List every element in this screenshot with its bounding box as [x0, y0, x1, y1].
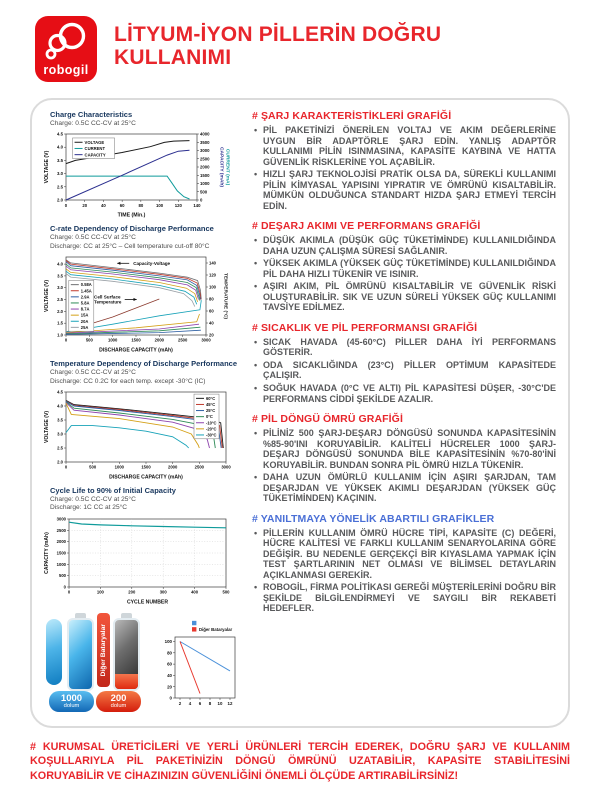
svg-text:3.5: 3.5: [57, 417, 63, 423]
svg-text:200: 200: [128, 589, 136, 595]
svg-text:VOLTAGE (V): VOLTAGE (V): [44, 280, 50, 313]
svg-text:20: 20: [209, 332, 214, 338]
svg-text:CURRENT (mA): CURRENT (mA): [224, 149, 230, 186]
svg-text:500: 500: [59, 573, 66, 579]
chart-title: Charge Characteristics: [50, 110, 133, 119]
other-batteries-label-bar: [97, 613, 110, 687]
info-section: [252, 110, 556, 211]
svg-text:2.0: 2.0: [57, 309, 63, 315]
svg-text:3.5: 3.5: [57, 158, 63, 164]
svg-text:25°C: 25°C: [206, 408, 216, 414]
svg-text:2.0: 2.0: [57, 459, 63, 465]
section-heading: # YANILTMAYA YÖNELİK ABARTILI GRAFİKLER: [252, 512, 495, 525]
chart-subtitle-2: Discharge: CC 0.2C for each temp. except -30°C (IC): [50, 377, 206, 385]
svg-text:TEMPERATURE (°C): TEMPERATURE (°C): [222, 273, 228, 320]
svg-text:2.5: 2.5: [57, 445, 63, 451]
svg-text:40: 40: [101, 203, 106, 209]
chart-title: Cycle Life to 90% of Initial Capacity: [50, 486, 176, 496]
chart-subtitle-2: Discharge: 1C CC at 25°C: [50, 504, 128, 512]
chart-block-crate-discharge: [42, 224, 242, 353]
svg-text:CYCLE NUMBER: CYCLE NUMBER: [126, 599, 169, 605]
svg-text:100: 100: [164, 639, 172, 645]
svg-text:100: 100: [209, 284, 216, 290]
svg-text:40: 40: [209, 320, 214, 326]
svg-text:2500: 2500: [56, 527, 66, 533]
svg-text:2.5: 2.5: [57, 184, 63, 190]
charge-characteristics-chart: [42, 130, 230, 218]
section-bullets: [252, 528, 556, 614]
section-bullets: [252, 235, 556, 313]
svg-text:45°C: 45°C: [206, 402, 216, 408]
svg-text:-30°C: -30°C: [206, 432, 217, 438]
bullet-item: • SOĞUK HAVADA (0°C VE ALTI) PİL KAPASİTESİ DÜŞER, -30°C'DE PERFORMANS CİDDİ ŞEKİLDE AZALIR.: [252, 383, 556, 404]
info-section: [252, 413, 556, 504]
svg-text:0: 0: [64, 337, 68, 343]
svg-text:CAPACITY (mAh): CAPACITY (mAh): [218, 147, 224, 188]
svg-text:4.5: 4.5: [57, 131, 63, 137]
svg-text:80: 80: [167, 650, 172, 656]
section-heading: # ŞARJ KARAKTERİSTİKLERİ GRAFİĞİ: [252, 110, 452, 122]
other-batteries-label: Diğer Bataryalar: [100, 623, 107, 677]
svg-text:1.45A: 1.45A: [80, 288, 92, 294]
battery-life-comparison-chart: [162, 613, 240, 709]
svg-text:12: 12: [227, 700, 233, 706]
svg-text:Capacity-Voltage: Capacity-Voltage: [133, 260, 171, 266]
svg-text:5.8A: 5.8A: [80, 300, 90, 306]
bad-cycles-unit: dolum: [110, 703, 127, 710]
cycle-life-chart: [42, 515, 234, 605]
logo-wordmark: robogil: [43, 63, 89, 78]
svg-text:60°C: 60°C: [206, 396, 216, 402]
svg-text:1000: 1000: [114, 464, 124, 470]
svg-text:6: 6: [198, 700, 202, 706]
bullet-item: • PİLLERİN KULLANIM ÖMRÜ HÜCRE TİPİ, KAPASİTE (C) DEĞERİ, HÜCRE KALİTESİ VE FARKLI KULLANIM SENARYOLARINA GÖRE DEĞİŞİR. BU NEDENLE GERÇEKÇİ BİR KIYASLAMA YAPMAK İÇİN TEST ŞARTLARININ NET OLMASI VE BİLİMSEL DETAYLARIN AÇIKLANMASI GEREKİR.: [252, 528, 556, 581]
svg-text:1000: 1000: [200, 181, 210, 187]
section-heading: # DEŞARJ AKIMI VE PERFORMANS GRAFİĞİ: [252, 220, 481, 233]
content-card: [30, 98, 570, 728]
svg-text:3.0: 3.0: [57, 171, 63, 177]
svg-text:0: 0: [64, 464, 68, 470]
chart-subtitle: Charge: 0.5C CC-CV at 25°C: [50, 495, 136, 503]
footer-note: [30, 740, 570, 783]
chart-block-charge-characteristics: [42, 110, 242, 218]
page-title: [114, 23, 441, 69]
robogil-logo-icon: [43, 21, 89, 63]
battery-body: [113, 618, 140, 691]
svg-text:500: 500: [222, 589, 230, 595]
bullet-item: • ROBOGİL, FİRMA POLİTİKASI GEREĞİ MÜŞTERİLERİNİ DOĞRU BİR ŞEKİLDE BİLGİLENDİRMEYİ VE SAYGILI BİR REKABETİ HEDEFLER.: [252, 582, 556, 614]
svg-text:4000: 4000: [200, 131, 210, 137]
footer-text: # KURUMSAL ÜRETİCİLERİ VE YERLİ ÜRÜNLERİ TERCİH EDEREK, DOĞRU ŞARJ VE KULLANIM KOŞULLARIYLA PİL PAKETİNİZİN DÖNGÜ ÖMRÜNÜ UZATABİLİR, KAPASİTE STABİLİTESİNİ KORUYABİLİR VE CİHAZINIZIN GÜVENLİĞİNİ ÖNEMLİ ÖLÇÜDE ARTIRABİLİRSİNİZ!: [30, 741, 570, 782]
svg-text:3000: 3000: [200, 148, 210, 154]
svg-text:2000: 2000: [200, 164, 210, 170]
section-bullets: [252, 337, 556, 404]
svg-text:0.58A: 0.58A: [80, 282, 92, 288]
header: [0, 0, 600, 82]
svg-text:0°C: 0°C: [206, 414, 213, 420]
svg-text:500: 500: [200, 189, 208, 195]
svg-text:2.5: 2.5: [57, 297, 63, 303]
svg-text:20: 20: [82, 203, 88, 209]
svg-text:2500: 2500: [194, 464, 204, 470]
svg-text:500: 500: [85, 337, 93, 343]
svg-text:2000: 2000: [168, 464, 178, 470]
svg-text:VOLTAGE (V): VOLTAGE (V): [44, 411, 50, 444]
svg-text:120: 120: [174, 203, 182, 209]
svg-text:10: 10: [217, 700, 223, 706]
svg-text:TIME (Min.): TIME (Min.): [117, 212, 146, 219]
chart-block-temperature-discharge: [42, 359, 242, 480]
svg-text:3500: 3500: [200, 140, 210, 146]
svg-text:2: 2: [178, 700, 182, 706]
crate-discharge-chart: [42, 253, 234, 353]
good-cycles-count: 1000: [60, 692, 83, 704]
svg-text:60: 60: [209, 308, 214, 314]
svg-text:VOLTAGE: VOLTAGE: [84, 140, 105, 146]
battery-comparison-graphic: [42, 611, 242, 711]
chart-subtitle: Charge: 0.5C CC-CV at 25°C: [50, 234, 136, 242]
svg-text:-20°C: -20°C: [206, 426, 217, 432]
bullet-item: • DÜŞÜK AKIMLA (DÜŞÜK GÜÇ TÜKETİMİNDE) KULLANILDIĞINDA DAHA UZUN ÇALIŞMA SÜRESİ SAĞLANIR.: [252, 235, 556, 256]
svg-text:20: 20: [167, 684, 172, 690]
svg-text:2500: 2500: [178, 337, 188, 343]
svg-text:2000: 2000: [154, 337, 164, 343]
svg-text:3000: 3000: [56, 516, 66, 522]
svg-text:140: 140: [209, 260, 216, 266]
svg-text:0: 0: [169, 695, 172, 701]
svg-text:80: 80: [138, 203, 144, 209]
svg-text:1000: 1000: [108, 337, 118, 343]
battery-body: [67, 618, 94, 691]
svg-text:500: 500: [89, 464, 97, 470]
svg-text:0: 0: [63, 584, 66, 590]
empty-battery-illustration: [113, 613, 140, 689]
bullet-item: • HIZLI ŞARJ TEKNOLOJİSİ PRATİK OLSA DA, SÜREKLİ KULLANIMI PİLİN KİMYASAL YAPISINI YIPRATIR VE ÖMRÜNÜ KISALTABİLİR. MÜMKÜN OLDUĞUNCA STANDART HIZDA ŞARJ ETMEYİ TERCİH EDİN.: [252, 169, 556, 211]
section-bullets: [252, 125, 556, 211]
svg-text:100: 100: [96, 589, 104, 595]
svg-text:1500: 1500: [141, 464, 151, 470]
svg-text:Diğer Bataryalar: Diğer Bataryalar: [199, 626, 233, 632]
svg-text:1500: 1500: [200, 173, 210, 179]
svg-text:400: 400: [191, 589, 199, 595]
bullet-item: • PİL PAKETİNİZİ ÖNERİLEN VOLTAJ VE AKIM DEĞERLERİNE UYGUN BİR ADAPTÖRLE ŞARJ EDİN. YANLIŞ ADAPTÖR KULLANIMI PİLİN ISINMASINA, KAPASİTE KAYBINA VE HATTA GÜVENLİK RİSKLERİNE YOL AÇABİLİR.: [252, 125, 556, 167]
full-battery-illustration: [67, 613, 94, 689]
svg-text:100: 100: [155, 203, 164, 209]
svg-text:-10°C: -10°C: [206, 420, 217, 426]
bullet-item: • ODA SICAKLIĞINDA (23°C) PİLLER OPTİMUM KAPASİTEDE ÇALIŞIR.: [252, 360, 556, 381]
svg-text:CAPACITY: CAPACITY: [84, 152, 106, 158]
svg-text:8: 8: [208, 700, 212, 706]
info-section: [252, 513, 556, 614]
svg-text:4.5: 4.5: [57, 389, 63, 395]
svg-text:60: 60: [167, 661, 172, 667]
svg-text:CAPACITY (mAh): CAPACITY (mAh): [44, 532, 50, 574]
svg-text:4.0: 4.0: [57, 261, 63, 267]
svg-text:DISCHARGE CAPACITY (mAh): DISCHARGE CAPACITY (mAh): [109, 474, 183, 481]
svg-text:CURRENT: CURRENT: [84, 146, 106, 152]
bullet-item: • YÜKSEK AKIMLA (YÜKSEK GÜÇ TÜKETİMİNDE) KULLANILDIĞINDA PİL DAHA HIZLI TÜKENİR VE ISINIR.: [252, 258, 556, 279]
svg-text:3000: 3000: [201, 337, 211, 343]
svg-text:15A: 15A: [80, 312, 89, 318]
svg-text:1500: 1500: [131, 337, 141, 343]
svg-text:140: 140: [193, 203, 201, 209]
svg-text:2000: 2000: [56, 539, 66, 545]
robogil-logo: [35, 16, 97, 82]
svg-text:3000: 3000: [221, 464, 231, 470]
good-cycles-unit: dolum: [63, 703, 80, 710]
svg-text:4.0: 4.0: [57, 403, 63, 409]
svg-text:2.9A: 2.9A: [80, 294, 90, 300]
svg-text:120: 120: [209, 272, 216, 278]
svg-text:1500: 1500: [56, 550, 66, 556]
svg-text:300: 300: [159, 589, 167, 595]
svg-text:25A: 25A: [80, 325, 89, 331]
svg-text:4.0: 4.0: [57, 145, 63, 151]
good-battery-cycles-pill: [49, 691, 94, 712]
info-section: [252, 220, 556, 313]
svg-text:40: 40: [167, 672, 172, 678]
chart-subtitle: Charge: 0.5C CC-CV at 25°C: [50, 119, 136, 127]
bullet-item: • SICAK HAVADA (45-60°C) PİLLER DAHA İYİ PERFORMANS GÖSTERİR.: [252, 337, 556, 358]
svg-text:60: 60: [119, 203, 125, 209]
bad-cycles-count: 200: [110, 692, 127, 704]
text-column: [250, 110, 560, 720]
svg-text:3.0: 3.0: [57, 431, 63, 437]
chart-subtitle: Charge: 0.5C CC-CV at 25°C: [50, 368, 136, 376]
bullet-item: • AŞIRI AKIM, PİL ÖMRÜNÜ KISALTABİLİR VE GÜVENLİK RİSKİ OLUŞTURABİLİR. SIK VE UZUN SÜRELİ YÜKSEK GÜÇ KULLANIMI TAVSİYE EDİLMEZ.: [252, 281, 556, 313]
bullet-item: • DAHA UZUN ÖMÜRLÜ KULLANIM İÇİN AŞIRI ŞARJDAN, TAM DEŞARJDAN VE YÜKSEK AKIMLI DEŞARJDAN (YÜKSEK GÜÇ TÜKETİMİNDEN) KAÇININ.: [252, 472, 556, 504]
chart-subtitle-2: Discharge: CC at 25°C – Cell temperature cut-off 80°C: [50, 242, 210, 250]
svg-text:3.5: 3.5: [57, 273, 63, 279]
chart-title: C-rate Dependency of Discharge Performance: [50, 224, 214, 234]
chart-block-cycle-life: [42, 486, 242, 605]
svg-text:20A: 20A: [80, 319, 89, 325]
svg-text:1000: 1000: [56, 561, 66, 567]
charts-column: [42, 110, 242, 720]
temperature-discharge-chart: [42, 388, 234, 480]
title-line-2: KULLANIMI: [114, 46, 232, 70]
svg-text:0: 0: [67, 589, 71, 595]
svg-text:2.0: 2.0: [57, 197, 63, 203]
svg-text:80: 80: [209, 296, 214, 302]
section-heading: # PİL DÖNGÜ ÖMRÜ GRAFİĞİ: [252, 413, 403, 426]
svg-text:VOLTAGE (V): VOLTAGE (V): [44, 150, 50, 184]
svg-text:1.0: 1.0: [57, 332, 63, 338]
robogil-battery-bar: [46, 619, 62, 685]
bad-battery-cycles-pill: [96, 691, 141, 712]
svg-text:Cell SurfaceTemperature: Cell Surface Temperature: [94, 294, 122, 305]
svg-text:0: 0: [64, 203, 68, 209]
svg-text:2500: 2500: [200, 156, 210, 162]
section-bullets: [252, 428, 556, 504]
svg-text:8.7A: 8.7A: [80, 306, 90, 312]
svg-text:3.0: 3.0: [57, 285, 63, 291]
svg-text:DISCHARGE CAPACITY (mAh): DISCHARGE CAPACITY (mAh): [99, 347, 173, 354]
chart-title: Temperature Dependency of Discharge Performance: [50, 359, 238, 369]
title-line-1: LİTYUM-İYON PİLLERİN DOĞRU: [114, 23, 442, 46]
bullet-item: • PİLİNİZ 500 ŞARJ-DEŞARJ DÖNGÜSÜ SONUNDA KAPASİTESİNİN %85-90'INI KORUYABİLİR. KALİTELİ HÜCRELER 1000 ŞARJ-DEŞARJ DÖNGÜSÜ SONUNDA BİLE KAPASİTESİNİN %70-80'İNİ KORUYABİLİR. BUNDAN SONRA PİL ÖMRÜ HIZLA TÜKENİR.: [252, 428, 556, 470]
svg-text:0: 0: [200, 197, 203, 203]
info-section: [252, 322, 556, 404]
section-heading: # SICAKLIK VE PİL PERFORMANSI GRAFİĞİ: [252, 321, 478, 334]
low-charge-level: [115, 674, 138, 688]
svg-text:1.5: 1.5: [57, 320, 63, 326]
svg-text:4: 4: [188, 700, 192, 706]
